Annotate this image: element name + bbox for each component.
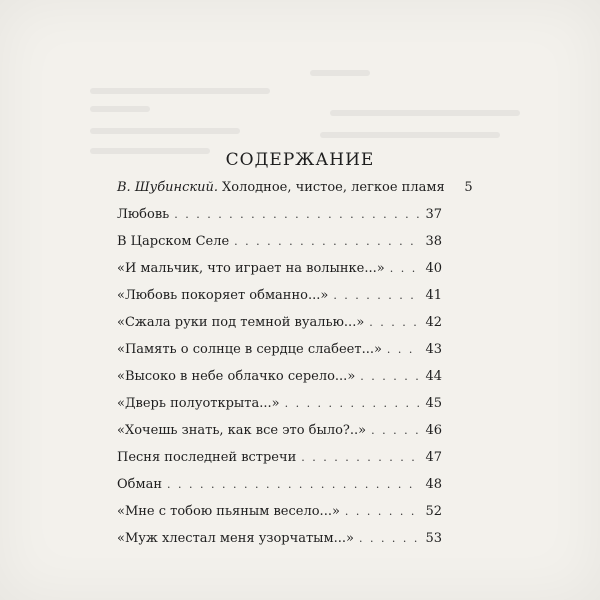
toc-entry[interactable] [117,207,442,234]
toc-entry-page: 37 [425,207,442,222]
table-of-contents [117,180,473,558]
toc-entry-page: 44 [425,369,442,384]
toc-entry[interactable] [117,423,442,450]
toc-entry-title: «Высоко в небе облачко серело...» [117,369,356,384]
dot-leader [369,316,419,329]
dot-leader [360,370,419,383]
dot-leader [234,235,419,248]
toc-entry[interactable] [117,450,442,477]
dot-leader [390,262,419,275]
toc-entry-page: 47 [425,450,442,465]
toc-entry-title: «Любовь покоряет обманно...» [117,288,329,303]
toc-entry-title: Песня последней встречи [117,450,297,465]
toc-entry-title: В Царском Селе [117,234,230,249]
toc-entry[interactable] [117,477,442,504]
toc-entry-title: Обман [117,477,163,492]
toc-entry[interactable] [117,342,442,369]
dot-leader [167,478,419,491]
toc-entry[interactable] [117,315,442,342]
toc-entry-page: 5 [464,180,473,195]
toc-entry-page: 46 [425,423,442,438]
toc-entry-title: «И мальчик, что играет на волынке...» [117,261,385,276]
dot-leader [333,289,419,302]
toc-entry-page: 40 [425,261,442,276]
toc-entry[interactable] [117,180,473,207]
dot-leader [359,532,419,545]
toc-entry[interactable] [117,234,442,261]
dot-leader [345,505,419,518]
toc-entry[interactable] [117,288,442,315]
toc-entry-page: 45 [425,396,442,411]
dot-leader [174,208,419,221]
toc-entry[interactable] [117,504,442,531]
toc-entry-title: «Память о солнце в сердце слабеет...» [117,342,382,357]
toc-entry[interactable] [117,369,442,396]
toc-entry-page: 42 [425,315,442,330]
toc-entry-page: 38 [425,234,442,249]
dot-leader [285,397,419,410]
dot-leader [371,424,419,437]
dot-leader [387,343,419,356]
toc-entry-title: «Мне с тобою пьяным весело...» [117,504,340,519]
toc-entry-page: 52 [425,504,442,519]
toc-entry[interactable] [117,261,442,288]
toc-entry-author: В. Шубинский. [117,180,218,195]
toc-entry-title: «Сжала руки под темной вуалью...» [117,315,365,330]
toc-entry-page: 48 [425,477,442,492]
bleed-through-text [80,70,530,160]
toc-entry-title: Любовь [117,207,170,222]
toc-entry-page: 41 [425,288,442,303]
toc-entry-title: «Дверь полуоткрыта...» [117,396,280,411]
page-title: СОДЕРЖАНИЕ [225,150,375,170]
toc-entry-title: «Муж хлестал меня узорчатым...» [117,531,354,546]
toc-entry-title: «Хочешь знать, как все это было?..» [117,423,367,438]
toc-entry-page: 53 [425,531,442,546]
toc-entry[interactable] [117,396,442,423]
toc-entry[interactable] [117,531,442,558]
toc-entry-page: 43 [425,342,442,357]
toc-entry-title: Холодное, чистое, легкое пламя [222,180,445,195]
dot-leader [301,451,419,464]
